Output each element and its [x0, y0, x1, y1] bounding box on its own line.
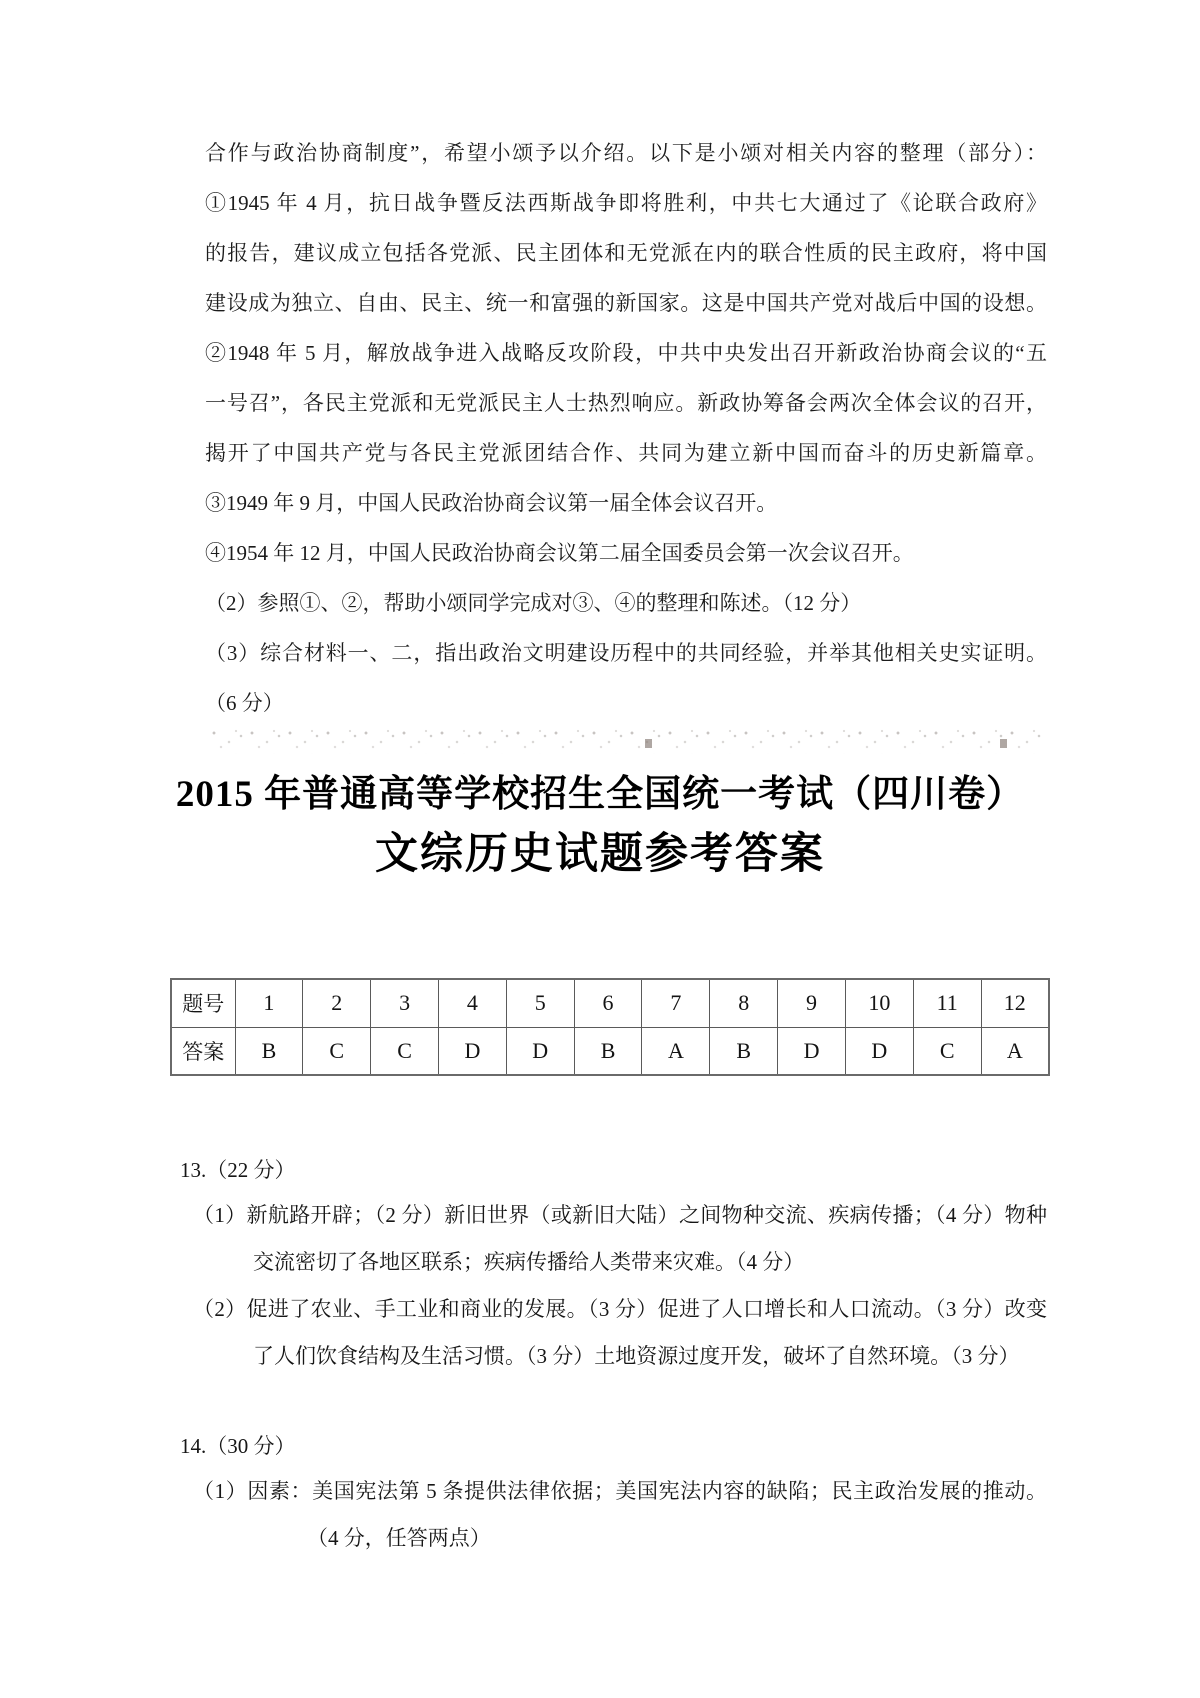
question-number-cell: 3 [371, 979, 439, 1027]
answer-cell: D [778, 1027, 846, 1075]
answer-cell: D [506, 1027, 574, 1075]
answer-line: （1）新航路开辟；（2 分）新旧世界（或新旧大陆）之间物种交流、疾病传播；（4 分）物种 [193, 1203, 1047, 1227]
row-label-answer: 答案 [171, 1027, 235, 1075]
answer-cell: B [235, 1027, 303, 1075]
question-number-cell: 4 [438, 979, 506, 1027]
answer-cell: C [303, 1027, 371, 1075]
answer-cell: A [981, 1027, 1049, 1075]
question-number-cell: 5 [506, 979, 574, 1027]
question-number-cell: 7 [642, 979, 710, 1027]
answer-cell: D [845, 1027, 913, 1075]
exam-title: 2015 年普通高等学校招生全国统一考试（四川卷） [175, 774, 1025, 815]
row-label-question-number: 题号 [171, 979, 235, 1027]
material-line: ①1945 年 4 月，抗日战争暨反法西斯战争即将胜利，中共七大通过了《论联合政府》 [205, 191, 1047, 215]
answer-line: 交流密切了各地区联系；疾病传播给人类带来灾难。（4 分） [253, 1250, 805, 1274]
question-number-cell: 2 [303, 979, 371, 1027]
answer-cell: D [438, 1027, 506, 1075]
question-number-row [171, 979, 1049, 1027]
material-line: 一号召”，各民主党派和无党派民主人士热烈响应。新政协筹备会两次全体会议的召开， [205, 391, 1047, 415]
material-line: （3）综合材料一、二，指出政治文明建设历程中的共同经验，并举其他相关史实证明。 [205, 641, 1047, 665]
material-line: ③1949 年 9 月，中国人民政治协商会议第一届全体会议召开。 [205, 491, 778, 515]
answer-row [171, 1027, 1049, 1075]
answer-cell: C [913, 1027, 981, 1075]
material-paragraph [205, 128, 1047, 728]
question-14-heading: 14.（30 分） [180, 1434, 296, 1458]
answer-cell: B [574, 1027, 642, 1075]
answer-cell: A [642, 1027, 710, 1075]
answer-line: 了人们饮食结构及生活习惯。（3 分）土地资源过度开发，破坏了自然环境。（3 分） [253, 1344, 1020, 1368]
question-number-cell: 6 [574, 979, 642, 1027]
answer-score-note: （4 分，任答两点） [307, 1526, 491, 1550]
question-number-cell: 12 [981, 979, 1049, 1027]
material-line: 揭开了中国共产党与各民主党派团结合作、共同为建立新中国而奋斗的历史新篇章。 [205, 441, 1047, 465]
material-line: 建设成为独立、自由、民主、统一和富强的新国家。这是中国共产党对战后中国的设想。 [205, 291, 1047, 315]
material-line: 的报告，建议成立包括各党派、民主团体和无党派在内的联合性质的民主政府，将中国 [205, 241, 1047, 265]
answer-line: （1）因素：美国宪法第 5 条提供法律依据；美国宪法内容的缺陷；民主政治发展的推动。 [193, 1479, 1047, 1503]
question-number-cell: 9 [778, 979, 846, 1027]
material-line: （6 分） [205, 691, 284, 715]
question-number-cell: 10 [845, 979, 913, 1027]
question-13-answers [0, 1148, 1200, 1380]
answer-line: （2）促进了农业、手工业和商业的发展。（3 分）促进了人口增长和人口流动。（3 分）改变 [193, 1297, 1047, 1321]
answer-cell: B [710, 1027, 778, 1075]
material-line: ④1954 年 12 月，中国人民政治协商会议第二届全国委员会第一次会议召开。 [205, 541, 914, 565]
question-13-heading: 13.（22 分） [180, 1158, 296, 1182]
material-line: （2）参照①、②，帮助小颂同学完成对③、④的整理和陈述。（12 分） [205, 591, 862, 615]
material-line: ②1948 年 5 月，解放战争进入战略反攻阶段，中共中央发出召开新政治协商会议的“五 [205, 341, 1047, 365]
answer-table [170, 978, 1050, 1076]
material-line: 合作与政治协商制度”，希望小颂予以介绍。以下是小颂对相关内容的整理（部分）： [205, 141, 1047, 165]
scan-noise-artifact [210, 728, 1042, 754]
answer-cell: C [371, 1027, 439, 1075]
question-14-answers [0, 1424, 1200, 1562]
question-number-cell: 1 [235, 979, 303, 1027]
question-number-cell: 11 [913, 979, 981, 1027]
question-number-cell: 8 [710, 979, 778, 1027]
answer-key-title: 文综历史试题参考答案 [375, 831, 825, 878]
